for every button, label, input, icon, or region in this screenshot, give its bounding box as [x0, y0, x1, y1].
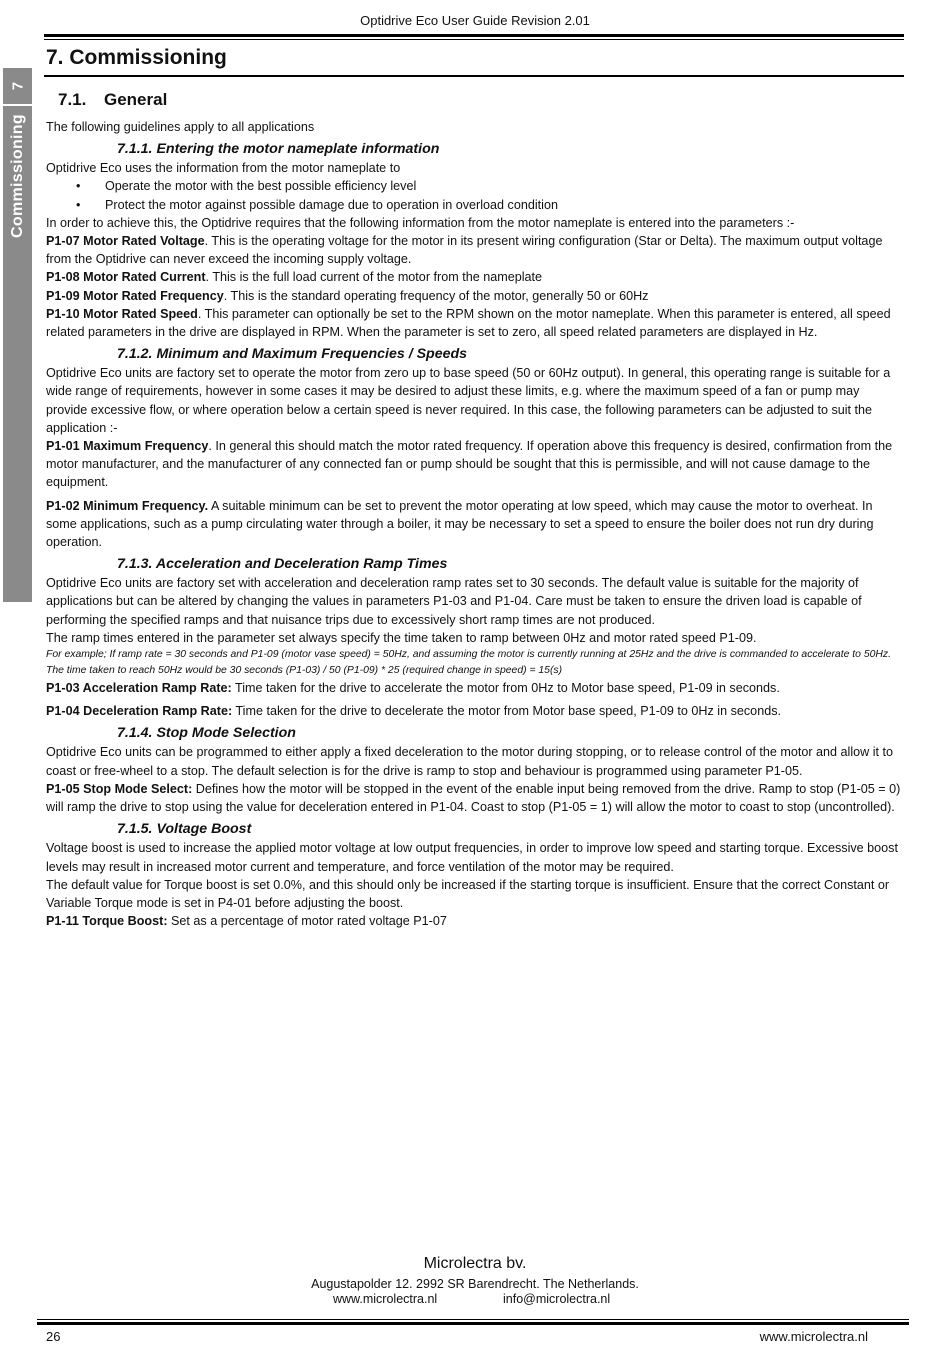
- parameter-description: [46, 912, 904, 930]
- parameter-description: [46, 305, 904, 341]
- page-number: 26: [46, 1329, 61, 1344]
- paragraph: Optidrive Eco units are factory set to operate the motor from zero up to base speed (50 or 60Hz output). In general, this operating range is suitable for a wide range of requirements, however in some cases it may be desired to adjust these limits, e.g. where the maximum speed of a fan or pump may provide excessive flow, or where operation below a certain speed is never required. In this case, the following parameters can be adjusted to suit the application :-: [46, 366, 891, 435]
- footer-email-link[interactable]: info@microlectra.nl: [503, 1292, 611, 1306]
- footer-company: Microlectra bv.: [423, 1255, 527, 1272]
- paragraph: The ramp times entered in the parameter set always specify the time taken to ramp between 0Hz and motor rated speed P1-09.: [46, 630, 757, 645]
- chapter-rule: [44, 75, 904, 77]
- footer-address: Augustapolder 12. 2992 SR Barendrecht. The Netherlands.: [311, 1277, 639, 1291]
- parameter-text: . This is the operating voltage for the motor in its present wiring configuration (Star or Delta). The maximum output voltage from the Optidrive can never exceed the incoming supply voltage.: [46, 234, 883, 267]
- header-rule-thin: [44, 39, 904, 40]
- parameter-name: P1-10 Motor Rated Speed: [46, 306, 198, 321]
- footer-rule: [37, 1322, 909, 1325]
- parameter-name: P1-04 Deceleration Ramp Rate:: [46, 704, 233, 719]
- paragraph: In order to achieve this, the Optidrive requires that the following information from the motor nameplate is entered into the parameters :-: [46, 215, 795, 230]
- parameter-description: [46, 268, 904, 286]
- page-content: [46, 118, 904, 930]
- parameter-text: A suitable minimum can be set to prevent the motor operating at low speed, which may cause the motor to overheat. In some applications, such as a pump circulating water through a boiler, it may be necessary to set a speed to ensure the boiler does not run dry during operation.: [46, 498, 874, 550]
- bullet-item: • Protect the motor against possible damage due to operation in overload condition: [46, 196, 904, 214]
- footer-rule-thin: [37, 1319, 909, 1320]
- parameter-description: [46, 497, 904, 552]
- parameter-text: Set as a percentage of motor rated voltage P1-07: [167, 914, 447, 929]
- parameter-text: Time taken for the drive to accelerate the motor from 0Hz to Motor base speed, P1-09 in seconds.: [231, 681, 780, 696]
- paragraph: Voltage boost is used to increase the applied motor voltage at low output frequencies, in order to improve low speed and starting torque. Excessive boost levels may result in increased motor current and temperature, and force ventilation of the motor may be required.: [46, 841, 898, 874]
- parameter-text: . This is the full load current of the motor from the nameplate: [205, 270, 543, 285]
- parameter-text: . This parameter can optionally be set to the RPM shown on the motor nameplate. When this parameter is entered, all speed related parameters in the drive are displayed in RPM. When the parameter is set to zero, all speed related parameters are displayed in Hz.: [46, 306, 891, 340]
- subsection-heading-7-1-5: 7.1.5. Voltage Boost: [117, 821, 252, 838]
- chapter-side-label: Commissioning: [8, 114, 26, 238]
- parameter-text: . In general this should match the motor rated frequency. If operation above this frequency is desired, confirmation from the motor manufacturer, and the manufacturer of any connected fan or pump should be sought that this is permissible, and will not cause damage to the equipment.: [46, 439, 893, 490]
- subsection-heading-7-1-3: 7.1.3. Acceleration and Deceleration Ramp Times: [117, 556, 448, 573]
- paragraph: Optidrive Eco units are factory set with acceleration and deceleration ramp rates set to 30 seconds. The default value is suitable for the majority of applications but can be altered by changing the values in parameters P1-03 and P1-04. Care must be taken to ensure the driven load is capable of performing the specified ramps and that nuisance trips due to excessively short ramp times are not produced.: [46, 576, 862, 627]
- parameter-name: P1-05 Stop Mode Select:: [46, 781, 193, 796]
- parameter-text: Time taken for the drive to decelerate the motor from Motor base speed, P1-09 to 0Hz in seconds.: [232, 704, 781, 719]
- header-title: Optidrive Eco User Guide Revision 2.01: [360, 13, 590, 28]
- parameter-description: [46, 437, 904, 492]
- parameter-description: [46, 287, 904, 305]
- parameter-description: [46, 702, 904, 720]
- section-heading: 7.1. General: [58, 90, 168, 109]
- chapter-title: 7. Commissioning: [46, 46, 227, 69]
- parameter-name: P1-01 Maximum Frequency: [46, 439, 209, 454]
- paragraph: The default value for Torque boost is set 0.0%, and this should only be increased if the starting torque is insufficient. Ensure that the correct Constant or Variable Torque mode is set in P4-01 before adjusting the boost.: [46, 877, 890, 910]
- bullet-item: • Operate the motor with the best possible efficiency level: [46, 177, 904, 195]
- header-rule: [44, 34, 904, 37]
- parameter-name: P1-03 Acceleration Ramp Rate:: [46, 681, 232, 696]
- parameter-description: [46, 780, 904, 816]
- parameter-description: [46, 232, 904, 268]
- parameter-name: P1-07 Motor Rated Voltage: [46, 234, 205, 249]
- intro-text: The following guidelines apply to all applications: [46, 120, 315, 134]
- parameter-text: Defines how the motor will be stopped in the event of the enable input being removed from the drive. Ramp to stop (P1-05 = 0) will ramp the drive to stop using the value for deceleration entered in P1-04. Coast to stop (P1-05 = 1) will allow the motor to coast to stop (uncontrolled).: [46, 781, 901, 815]
- subsection-heading-7-1-1: 7.1.1. Entering the motor nameplate information: [117, 141, 440, 158]
- footer-page-url[interactable]: www.microlectra.nl: [759, 1329, 868, 1344]
- example-note: For example; If ramp rate = 30 seconds and P1-09 (motor vase speed) = 50Hz, and assuming the motor is currently running at 25Hz and the drive is commanded to accelerate to 50Hz. The time taken to reach 50Hz would be 30 seconds (P1-03) / 50 (P1-09) * 25 (required change in speed) = 15(s): [46, 649, 891, 677]
- parameter-description: [46, 679, 904, 697]
- parameter-name: P1-11 Torque Boost:: [46, 914, 168, 929]
- parameter-text: . This is the standard operating frequency of the motor, generally 50 or 60Hz: [223, 288, 649, 303]
- chapter-side-number: 7: [3, 68, 32, 106]
- paragraph: Optidrive Eco uses the information from the motor nameplate to: [46, 161, 401, 176]
- paragraph: Optidrive Eco units can be programmed to either apply a fixed deceleration to the motor during stopping, or to release control of the motor and allow it to coast or free-wheel to a stop. The default selection is for the drive is ramp to stop and behaviour is programmed using parameter P1-05.: [46, 745, 894, 778]
- parameter-name: P1-02 Minimum Frequency.: [46, 498, 209, 513]
- footer-website-link[interactable]: www.microlectra.nl: [333, 1292, 438, 1306]
- subsection-heading-7-1-2: 7.1.2. Minimum and Maximum Frequencies / Speeds: [117, 346, 468, 363]
- parameter-name: P1-09 Motor Rated Frequency: [46, 288, 224, 303]
- subsection-heading-7-1-4: 7.1.4. Stop Mode Selection: [117, 725, 296, 742]
- parameter-name: P1-08 Motor Rated Current: [46, 270, 206, 285]
